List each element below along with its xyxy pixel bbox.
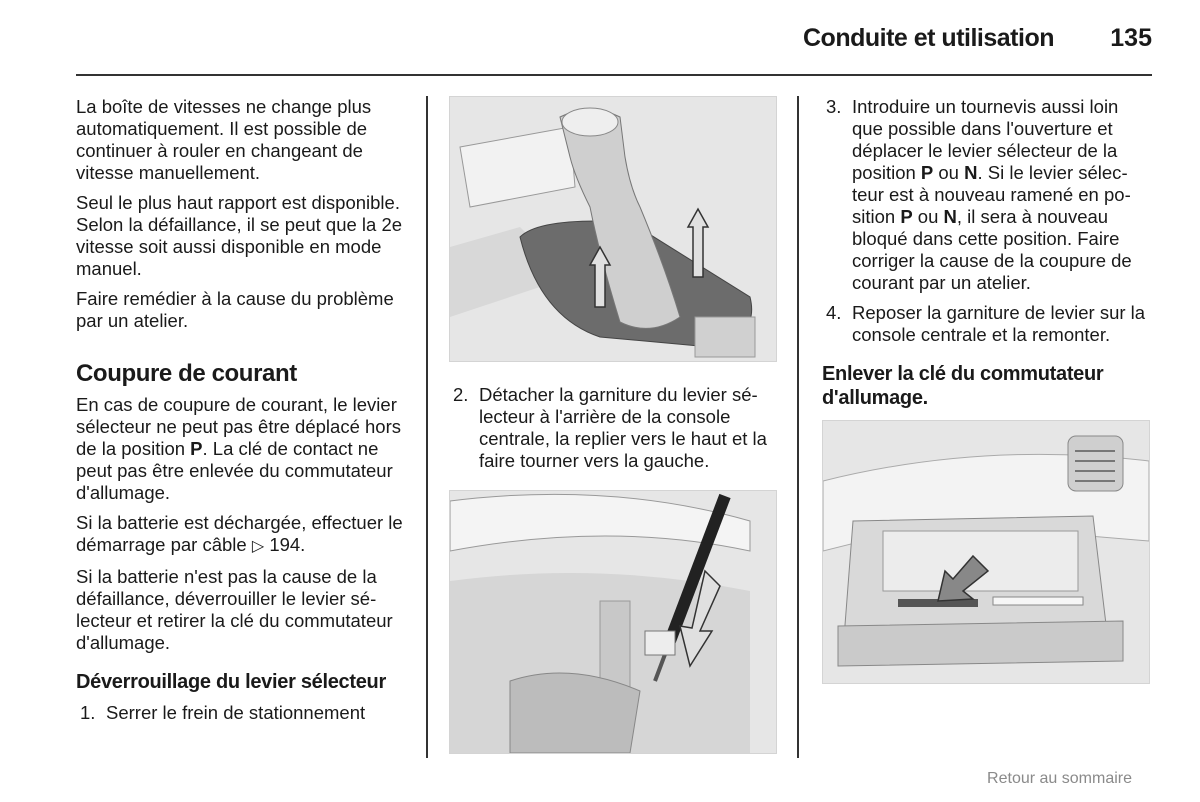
text: . La clé de contact ne peut pas être enlevée du commutateur d'allumage. (76, 438, 393, 503)
glovebox-illustration (822, 420, 1150, 684)
back-to-contents-link[interactable]: Retour au sommaire (987, 770, 1132, 787)
step-text: Serrer le frein de stationnement (106, 702, 366, 723)
glovebox-image (823, 421, 1149, 683)
page-reference-icon[interactable]: ▷ (251, 538, 265, 555)
chapter-title: Conduite et utilisation (803, 24, 1054, 52)
step-1 (76, 702, 412, 724)
position-n: N (943, 206, 957, 227)
text: En cas de coupure de courant, le levier sélecteur ne peut pas être déplacé hors de la position (76, 394, 401, 459)
gear-lever-illustration (449, 96, 777, 362)
page-number: 135 (1110, 24, 1152, 52)
gear-lever-image (450, 97, 776, 361)
step-3 (822, 96, 1152, 294)
text: , il sera à nouveau bloqué dans cette position. Faire corriger la cause de la coupure de courant par un atelier. (852, 206, 1132, 293)
screwdriver-image (450, 491, 776, 753)
screwdriver-illustration (449, 490, 777, 754)
subsection-title: Enlever la clé du commutateur d'allumage. (822, 363, 1104, 409)
step-number: 3. (826, 96, 842, 117)
step-number: 4. (826, 302, 842, 323)
column-1 (76, 96, 412, 732)
text: ou (933, 162, 965, 183)
subsection-title: Déverrouillage du levier sélecteur (76, 671, 386, 693)
step-text: Détacher la garniture du levier sélecteur à l'arrière de la console centrale, la replier vers le haut et la faire tourner vers la gauche. (479, 384, 767, 471)
step-number: 2. (453, 384, 469, 405)
header-rule (76, 74, 1152, 76)
step-4 (822, 302, 1152, 346)
position-p: P (920, 162, 934, 183)
column-divider-1 (426, 96, 428, 758)
paragraph: Faire remédier à la cause du problème par un atelier. (76, 288, 394, 331)
paragraph: La boîte de vitesses ne change plus automatiquement. Il est possible de continuer à rouler en changeant de vitesse manuellement. (76, 96, 372, 183)
text: ou (912, 206, 944, 227)
column-divider-2 (797, 96, 799, 758)
step-2 (449, 384, 777, 472)
text: Introduire un tournevis aussi loin que possible dans l'ouverture et déplacer le levier sélecteur de la position (852, 96, 1119, 183)
paragraph (76, 394, 412, 504)
position-p: P (190, 438, 203, 459)
position-n: N (964, 162, 978, 183)
column-2 (449, 96, 777, 754)
step-text: Reposer la garniture de levier sur la console centrale et la remonter. (852, 302, 1146, 345)
step-text (852, 96, 1152, 294)
text: Si la batterie est déchargée, effectuer le démarrage par câble (76, 512, 403, 555)
paragraph (76, 512, 412, 558)
paragraph: Seul le plus haut rapport est disponible. Selon la défaillance, il se peut que la 2e vitesse soit aussi disponible en mode manuel. (76, 192, 403, 279)
position-p: P (900, 206, 913, 227)
section-title: Coupure de courant (76, 360, 297, 387)
page-reference[interactable]: 194. (269, 534, 306, 555)
column-3 (822, 96, 1152, 684)
text: . Si le levier sélecteur est à nouveau ramené en position (852, 162, 1131, 227)
paragraph: Si la batterie n'est pas la cause de la défaillance, déverrouiller le levier sélecteur et retirer la clé du commutateur d'allumage. (76, 566, 393, 653)
step-number: 1. (80, 702, 96, 723)
